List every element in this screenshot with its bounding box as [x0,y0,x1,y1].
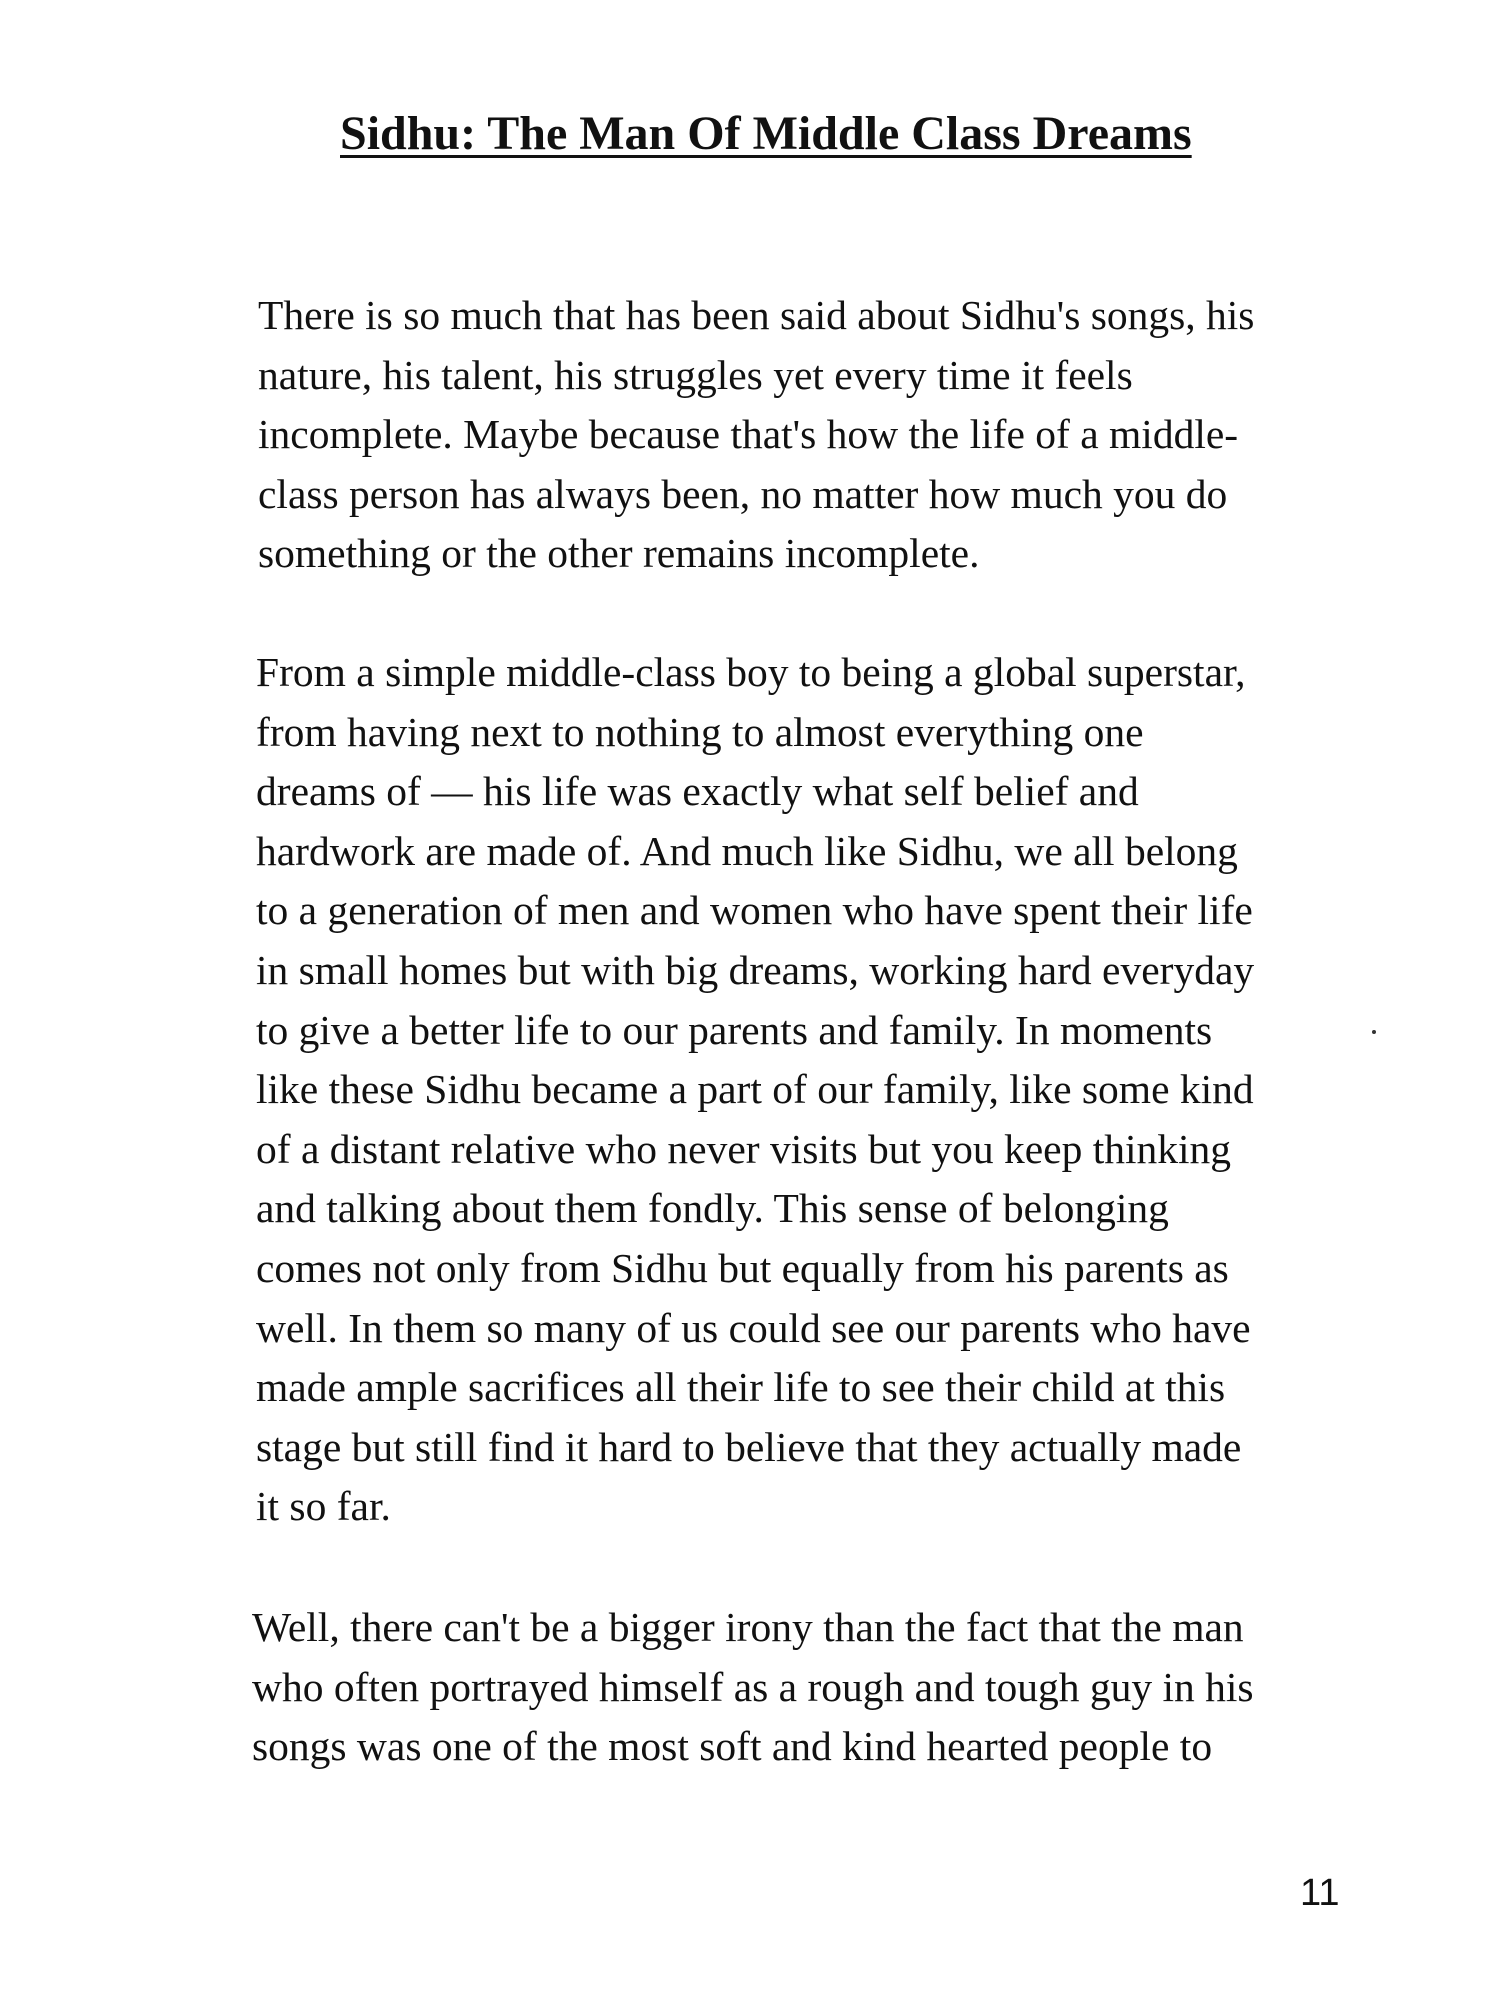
text-line: There is so much that has been said about Sidhu's songs, his [258,292,1255,338]
text-line: to give a better life to our parents and family. In moments [256,1006,1213,1053]
text-line: of a distant relative who never visits but you keep thinking [256,1125,1232,1172]
text-line: and talking about them fondly. This sense of belonging [256,1185,1169,1232]
paragraph-1 [258,286,1254,584]
text-line: in small homes but with big dreams, working hard everyday [256,946,1255,993]
page-title: Sidhu: The Man Of Middle Class Dreams [340,107,1192,160]
text-line: it so far. [256,1483,391,1530]
text-line: made ample sacrifices all their life to see their child at this [256,1364,1226,1411]
stray-mark [1372,1030,1376,1034]
text-line: incomplete. Maybe because that's how the life of a middle- [258,411,1239,458]
text-line: songs was one of the most soft and kind hearted people to [252,1723,1213,1770]
text-line: class person has always been, no matter how much you do [258,470,1228,517]
paragraph-2 [256,643,1254,1537]
text-line: stage but still find it hard to believe that they actually made [256,1423,1242,1470]
text-line: nature, his talent, his struggles yet every time it feels [258,351,1133,398]
text-line: dreams of — his life was exactly what self belief and [256,768,1139,815]
text-line: to a generation of men and women who have spent their life [256,887,1253,934]
text-line: comes not only from Sidhu but equally from his parents as [256,1244,1229,1291]
text-line: something or the other remains incomplete. [258,530,980,577]
text-line: well. In them so many of us could see our parents who have [256,1304,1251,1351]
text-line: from having next to nothing to almost everything one [256,708,1144,755]
text-line: Well, there can't be a bigger irony than the fact that the man [252,1604,1244,1650]
text-line: hardwork are made of. And much like Sidhu, we all belong [256,827,1238,874]
text-line: who often portrayed himself as a rough and tough guy in his [252,1663,1254,1710]
paragraph-3 [252,1598,1254,1777]
text-line: like these Sidhu became a part of our family, like some kind [256,1066,1254,1113]
text-line: From a simple middle-class boy to being a global superstar, [256,649,1246,695]
page-number: 11 [1300,1872,1340,1914]
